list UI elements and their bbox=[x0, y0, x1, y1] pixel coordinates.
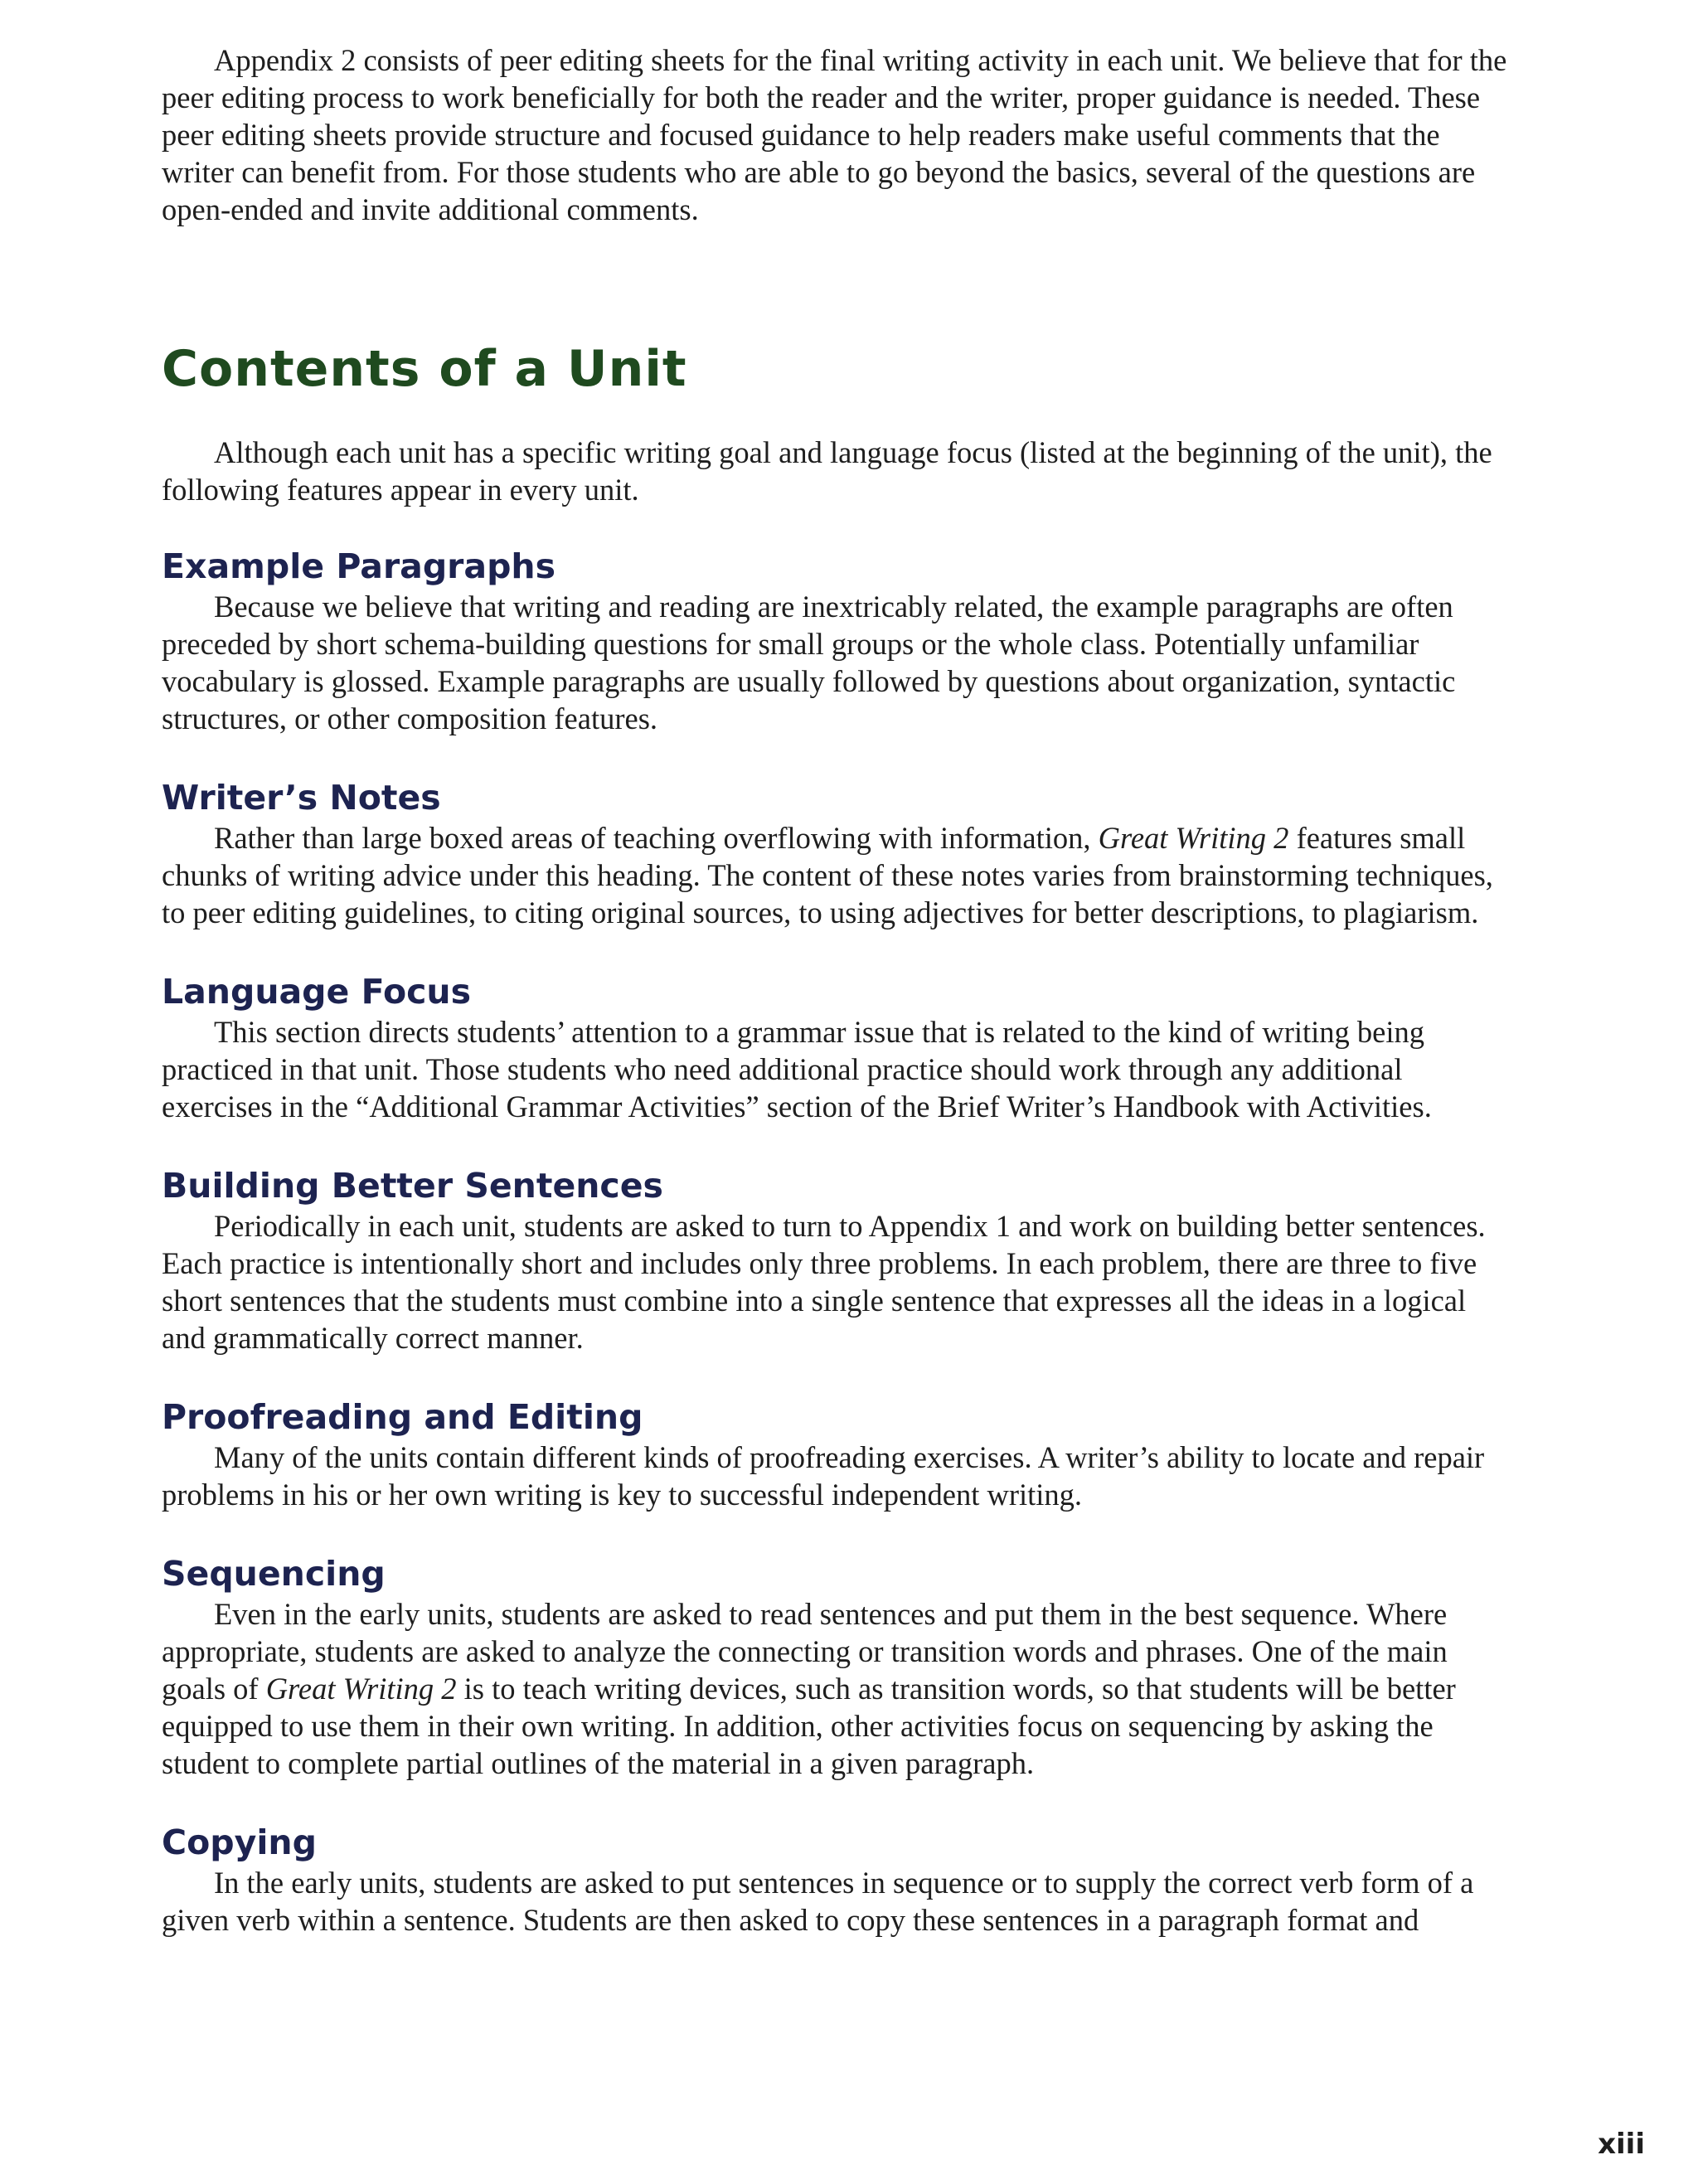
section-text: Many of the units contain different kinds of proofreading exercises. A writer’s ability to locate and repair problems in his or her own writing is key to successful independent writing. bbox=[162, 1440, 1485, 1512]
page-number: xiii bbox=[1598, 2128, 1645, 2161]
section-writers-notes bbox=[162, 776, 1513, 931]
section-text-part: Rather than large boxed areas of teaching overflowing with information, bbox=[214, 821, 1099, 855]
section-text-part: features small chunks of writing advice under this heading. The content of these notes varies from brainstorming techniques, to peer editing guidelines, to citing original sources, to using adjectives for better descriptions, to plagiarism. bbox=[162, 821, 1493, 929]
document-page bbox=[162, 41, 1513, 1939]
section-text-part: is to teach writing devices, such as transition words, so that students will be better equipped to use them in their own writing. In addition, other activities focus on sequencing by asking the student to complete partial outlines of the material in a given paragraph. bbox=[162, 1672, 1456, 1780]
section-building-better-sentences bbox=[162, 1164, 1513, 1357]
section-text: Periodically in each unit, students are asked to turn to Appendix 1 and work on building better sentences. Each practice is intentionally short and includes only three problems. In each problem, there are three to five short sentences that the students must combine into a single sentence that expresses all the ideas in a logical and grammatically correct manner. bbox=[162, 1209, 1486, 1355]
section-copying bbox=[162, 1821, 1513, 1939]
section-heading: Language Focus bbox=[162, 972, 472, 1012]
section-heading: Building Better Sentences bbox=[162, 1166, 663, 1206]
intro-paragraph: Appendix 2 consists of peer editing sheets for the final writing activity in each unit. We believe that for the peer editing process to work beneficially for both the reader and the writer, proper guidance is needed. These peer editing sheets provide structure and focused guidance to help readers make useful comments that the writer can benefit from. For those students who are able to go beyond the basics, several of the questions are open-ended and invite additional comments. bbox=[162, 43, 1507, 226]
section-proofreading-and-editing bbox=[162, 1395, 1513, 1513]
section-heading: Writer’s Notes bbox=[162, 778, 441, 818]
section-heading: Sequencing bbox=[162, 1554, 386, 1594]
contents-intro-paragraph: Although each unit has a specific writing goal and language focus (listed at the beginning of the unit), the following features appear in every unit. bbox=[162, 435, 1492, 507]
section-text: Because we believe that writing and reading are inextricably related, the example paragraphs are often preceded by short schema-building questions for small groups or the whole class. Potentially unfamiliar vocabulary is glossed. Example paragraphs are usually followed by questions about organization, syntactic structures, or other composition features. bbox=[162, 590, 1456, 735]
section-text: This section directs students’ attention to a grammar issue that is related to the kind of writing being practiced in that unit. Those students who need additional practice should work through any additional exercises in the “Additional Grammar Activities” section of the Brief Writer’s Handbook with Activities. bbox=[162, 1015, 1432, 1124]
section-text: In the early units, students are asked to put sentences in sequence or to supply the correct verb form of a given verb within a sentence. Students are then asked to copy these sentences in a paragraph format and bbox=[162, 1866, 1474, 1937]
section-sequencing bbox=[162, 1552, 1513, 1782]
section-text bbox=[162, 819, 1513, 931]
page-title: Contents of a Unit bbox=[162, 340, 687, 398]
section-heading: Example Paragraphs bbox=[162, 546, 556, 586]
section-heading: Copying bbox=[162, 1822, 317, 1862]
book-title: Great Writing 2 bbox=[265, 1672, 457, 1706]
section-language-focus bbox=[162, 970, 1513, 1125]
book-title: Great Writing 2 bbox=[1098, 821, 1289, 855]
section-example-paragraphs bbox=[162, 545, 1513, 737]
section-text bbox=[162, 1595, 1513, 1782]
section-text-part: Even in the early units, students are asked to read sentences and put them in the best sequence. Where appropriate, students are asked to analyze the connecting or transition words and phrases. One of the main goals of bbox=[162, 1597, 1448, 1706]
section-heading: Proofreading and Editing bbox=[162, 1397, 643, 1437]
